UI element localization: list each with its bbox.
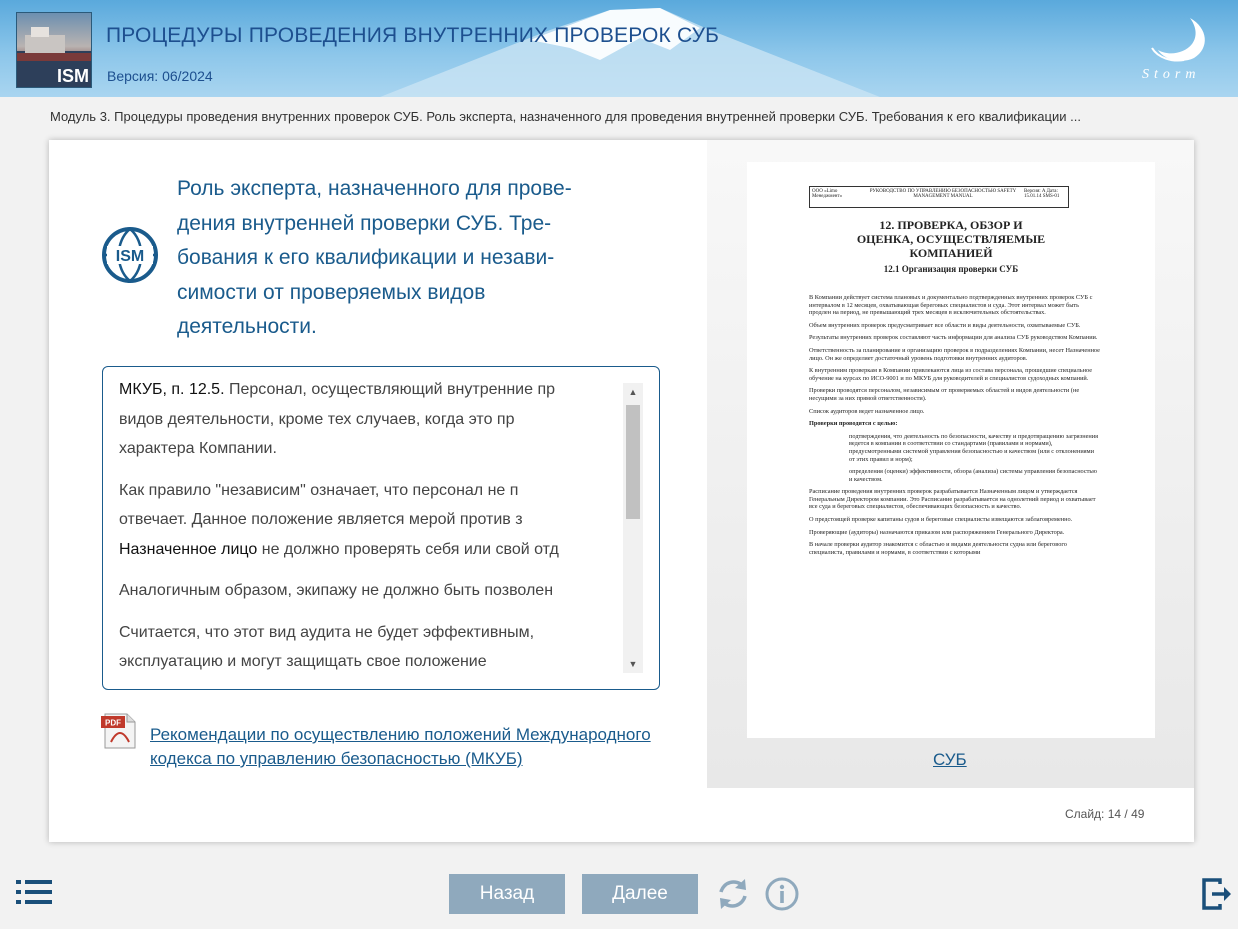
doc-paragraph: подтверждения, что деятельность по безопасности, качеству и предотвращению загрязнения ведется в компании в соответствии со стандартами (правилами и нормами), предусмотренными системой управления безопасностью и качеством (или с отклонениями от этих правил и норм); [849, 432, 1098, 463]
paragraph [119, 375, 623, 464]
paragraph-lead: МКУБ, п. 12.5. [119, 381, 225, 398]
slide-card [49, 140, 1194, 842]
document-page-image[interactable] [747, 162, 1155, 738]
doc-paragraph: Проверяющие (аудиторы) назначаются приказом или распоряжением Генерального Директора. [809, 528, 1065, 536]
text-line: Аналогичным образом, экипажу не должно быть позволен [119, 582, 554, 599]
exit-icon[interactable] [1200, 878, 1232, 910]
course-title: ПРОЦЕДУРЫ ПРОВЕДЕНИЯ ВНУТРЕННИХ ПРОВЕРОК СУБ [106, 24, 720, 47]
menu-list-icon[interactable] [16, 880, 52, 904]
text-line: характера Компании. [119, 440, 277, 457]
text-line: видов деятельности, кроме тех случаев, когда это пр [119, 410, 515, 428]
doc-header-cell: Версия: A Дата: 15.01.14 SMS-01 [1024, 189, 1060, 199]
doc-paragraph: О предстоящей проверке капитаны судов и береговые специалисты извещаются заблаговременно. [809, 516, 1073, 524]
scrollbar-thumb[interactable] [626, 405, 640, 519]
bold-term: Назначенное лицо [119, 540, 258, 558]
mountain-illustration [380, 0, 880, 97]
scroll-down-icon[interactable]: ▼ [628, 659, 638, 669]
scrollable-text-panel[interactable] [102, 366, 660, 690]
doc-paragraph: определения (оценки) эффективности, обзора (анализа) системы управления безопасностью и качеством. [849, 468, 1097, 483]
slide-heading [177, 172, 627, 345]
paragraph [119, 618, 623, 677]
next-button[interactable]: Далее [582, 874, 698, 914]
doc-paragraph: Расписание проведения внутренних проверок разрабатывается Назначенным лицом и утверждается Генеральным Директором компании. Это Расписание разрабатывается на однолетний период и охватывает все суда и береговых специалистов, обеспечивающих безопасность и качество. [809, 488, 1096, 511]
doc-paragraph: Проверки проводятся с целью: [809, 420, 898, 428]
slide-counter: Слайд: 14 / 49 [1065, 807, 1145, 821]
heading-line: дения внутренней проверки СУБ. Тре- [177, 211, 552, 235]
heading-line: бования к его квалификации и незави- [177, 246, 555, 269]
text-line: Персонал, осуществляющий внутренние пр [228, 381, 556, 398]
doc-paragraph: Результаты внутренних проверок составляют часть информации для анализа СУБ руководством Компании. [809, 334, 1098, 342]
preview-caption-link[interactable]: СУБ [933, 750, 967, 769]
doc-paragraph: В начале проверки аудитор знакомится с областью и видами деятельности судна или берегового специалиста, правилами и нормами, в соответствии с которыми [809, 541, 1067, 556]
thumbnail-label: ISM [56, 66, 89, 86]
course-version: Версия: 06/2024 [107, 68, 213, 84]
doc-title: 12. ПРОВЕРКА, ОБЗОР И ОЦЕНКА, ОСУЩЕСТВЛЯЕМЫЕ КОМПАНИЕЙ [856, 218, 1046, 260]
paragraph [119, 476, 623, 565]
document-preview-panel [707, 140, 1194, 788]
doc-paragraph: Проверки проводятся персоналом, независимым от проверяемых областей и видов деятельности (не несущими за них прямой ответственности). [809, 387, 1080, 402]
text-content [119, 375, 623, 677]
svg-text:PDF: PDF [105, 718, 121, 728]
paragraph [119, 576, 623, 606]
heading-line: деятельности. [177, 315, 317, 338]
doc-paragraph: Ответственность за планирование и организацию проверок в подразделениях Компании, несет Назначенное лицо. Он же определяет достаточный уровень подготовки внутренних аудиторов. [809, 346, 1100, 362]
doc-header-cell: ООО «Limo Менеджмент» [812, 189, 843, 199]
text-line: не должно проверять себя или свой отд [257, 540, 559, 558]
doc-subtitle: 12.1 Организация проверки СУБ [883, 264, 1019, 274]
heading-line: симости от проверяемых видов [177, 280, 486, 304]
scroll-up-icon[interactable]: ▲ [628, 387, 638, 397]
header-banner [0, 0, 1238, 97]
refresh-icon[interactable] [715, 876, 751, 912]
storm-logo-icon [1138, 14, 1222, 84]
text-line: отвечает. Данное положение является мерой против з [119, 511, 523, 528]
text-line: эксплуатацию и могут защищать свое положение [119, 653, 487, 670]
doc-paragraph: Список аудиторов ведет назначенное лицо. [809, 407, 925, 415]
text-line: Как правило "независим" означает, что персонал не п [119, 481, 519, 499]
svg-text:Storm: Storm [1142, 67, 1201, 82]
breadcrumb: Модуль 3. Процедуры проведения внутренних проверок СУБ. Роль эксперта, назначенного для проведения внутренней проверки СУБ. Требования к его квалификации ... [50, 109, 1081, 124]
svg-text:ISM: ISM [115, 248, 145, 265]
text-scrollbar[interactable] [623, 383, 643, 673]
doc-paragraph: К внутренним проверкам в Компании привлекаются лица из состава персонала, прошедшие специальное обучение на курсах по ИСО-9001 и по МКУБ для руководителей и специалистов судоходных компаний. [809, 367, 1093, 382]
back-button[interactable]: Назад [449, 874, 565, 914]
heading-line: Роль эксперта, назначенного для прове- [177, 177, 572, 200]
pdf-file-icon[interactable] [101, 712, 139, 750]
info-icon[interactable] [764, 876, 800, 912]
text-line: Считается, что этот вид аудита не будет эффективным, [119, 623, 535, 641]
doc-paragraph: Объем внутренних проверок предусматривает все области и виды деятельности, охватываемые СУБ. [809, 321, 1081, 329]
doc-header-cell: РУКОВОДСТВО ПО УПРАВЛЕНИЮ БЕЗОПАСНОСТЬЮ SAFETY MANAGEMENT MANUAL [869, 189, 1017, 199]
pdf-document-link[interactable]: Рекомендации по осуществлению положений Международного кодекса по управлению безопасностью (МКУБ) [150, 725, 651, 768]
doc-paragraph: В Компании действует система плановых и документально подтвержденных внутренних проверок СУБ с интервалом в 12 месяцев, охватывающая береговых специалистов и суда. Этот интервал может быть продлен на период, не превышающий трех месяцев в исключительных обстоятельствах. [809, 294, 1093, 317]
course-thumbnail [16, 12, 92, 88]
doc-body [809, 294, 1101, 561]
doc-header-table [809, 186, 1069, 208]
ism-globe-icon [101, 226, 159, 284]
